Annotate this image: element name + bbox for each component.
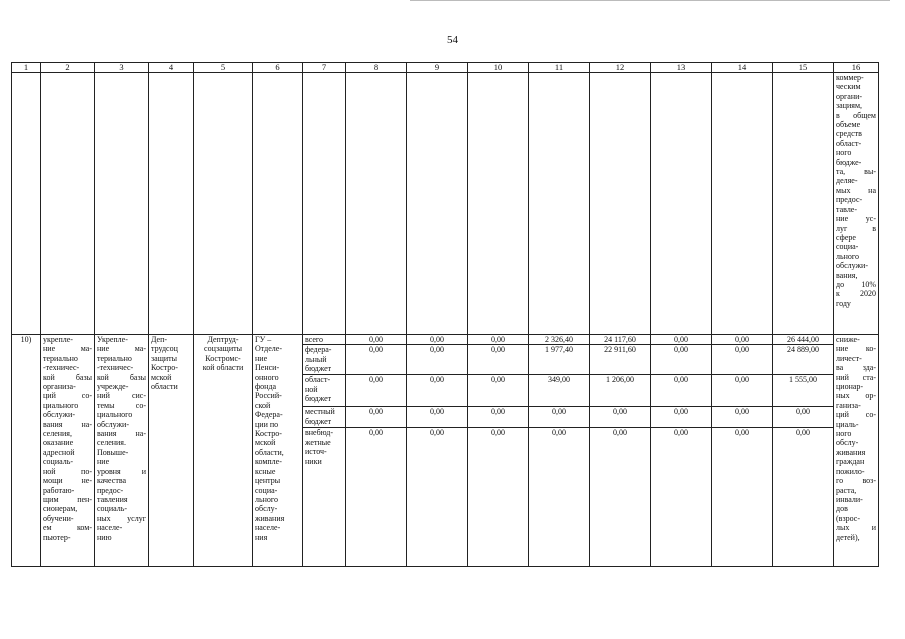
text-line: органи- (836, 91, 863, 101)
entry-objective-text (41, 335, 95, 567)
text-line: оказание (43, 438, 74, 448)
text-line: в общем (836, 110, 876, 120)
top-rule (410, 0, 890, 1)
funding-source: местный бюджет (303, 407, 346, 428)
text-line: бюдже- (836, 157, 862, 167)
text-line: личест- (836, 353, 862, 363)
text-line: организа- (43, 382, 76, 392)
text-line: области, (255, 447, 284, 457)
text-line: ний ста- (836, 372, 876, 382)
text-line: селения, (43, 429, 72, 439)
text-line: льного (255, 494, 279, 504)
text-line: циального (97, 410, 133, 420)
col-number: 7 (303, 63, 346, 73)
text-line: детей), (836, 532, 860, 542)
text-line: Костромс- (205, 353, 241, 363)
text-line: мской (255, 438, 276, 448)
text-line: соцзащиты (204, 344, 242, 354)
text-line: ного (836, 148, 852, 158)
col-number: 11 (529, 63, 590, 73)
text-line: кой базы (97, 372, 146, 382)
entry-responsible-text (149, 335, 194, 567)
funding-value: 0,00 (651, 345, 712, 375)
continuation-col16-text (834, 73, 879, 335)
funding-value: 0,00 (407, 345, 468, 375)
text-line: ческим (836, 82, 861, 92)
col-number: 2 (41, 63, 95, 73)
text-line: укрепле- (43, 335, 73, 344)
text-line: к 2020 (836, 289, 876, 299)
text-line: ций со- (43, 391, 92, 401)
funding-value: 0,00 (590, 407, 651, 428)
col-number: 5 (194, 63, 253, 73)
text-line: ного (836, 429, 852, 439)
text-line: Федера- (255, 410, 283, 420)
funding-value: 0,00 (468, 407, 529, 428)
text-line: защиты (151, 353, 178, 363)
entry-task-text (95, 335, 149, 567)
text-line: работаю- (43, 485, 75, 495)
text-line: щим пен- (43, 494, 92, 504)
text-line: пьютер- (43, 532, 71, 542)
program-table (11, 62, 879, 567)
text-line: Повыше- (97, 447, 129, 457)
col-number: 15 (773, 63, 834, 73)
funding-value: 0,00 (773, 407, 834, 428)
text-line: области (151, 382, 178, 392)
text-line: ния (255, 532, 268, 542)
text-line: обучени- (43, 513, 74, 523)
page-number: 54 (447, 34, 458, 46)
funding-source: всего (303, 335, 346, 345)
text-line: лых и (836, 523, 876, 533)
text-line: ние ма- (43, 344, 92, 354)
funding-value: 0,00 (407, 375, 468, 407)
funding-value: 0,00 (346, 375, 407, 407)
text-line: раста, (836, 485, 857, 495)
text-line: мых на (836, 185, 876, 195)
text-line: обслу- (255, 504, 278, 514)
text-line: ний сис- (97, 391, 146, 401)
text-line: ных услуг (97, 513, 146, 523)
text-line: област- (836, 138, 862, 148)
text-line: ние (255, 353, 268, 363)
text-line: сионерам, (43, 504, 78, 514)
funding-value: 1 206,00 (590, 375, 651, 407)
col-number: 13 (651, 63, 712, 73)
text-line: дов (836, 504, 848, 514)
text-line: ем ком- (43, 523, 92, 533)
text-line: Костро- (255, 429, 282, 439)
text-line: качества (97, 476, 127, 486)
text-line: Укрепле- (97, 335, 128, 344)
col-number: 14 (712, 63, 773, 73)
text-line: луг в (836, 223, 876, 233)
text-line: ской (255, 400, 271, 410)
text-line: тавления (97, 494, 128, 504)
funding-value: 0,00 (590, 428, 651, 567)
text-line: ГУ – (255, 335, 272, 344)
text-line: обслужи- (97, 419, 129, 429)
funding-value: 0,00 (712, 375, 773, 407)
funding-value: 0,00 (712, 407, 773, 428)
funding-value: 24 117,60 (590, 335, 651, 345)
funding-value: 0,00 (407, 428, 468, 567)
text-line: -техничес- (97, 363, 134, 373)
text-line: мощи не- (43, 476, 92, 486)
text-line: году (836, 298, 851, 308)
text-line: ксные (255, 466, 276, 476)
text-line: сниже- (836, 335, 860, 344)
text-line: темы со- (97, 400, 146, 410)
text-line: льного (836, 251, 860, 261)
text-line: социа- (255, 485, 278, 495)
funding-value: 0,00 (529, 428, 590, 567)
text-line: вания, (836, 270, 858, 280)
text-line: коммер- (836, 73, 864, 82)
funding-value: 0,00 (468, 345, 529, 375)
text-line: предос- (836, 195, 863, 205)
text-line: селения. (97, 438, 126, 448)
text-line: кой базы (43, 372, 92, 382)
entry-coordinator-text (194, 335, 253, 567)
text-line: ционар- (836, 382, 864, 392)
text-line: обслужи- (836, 261, 868, 271)
text-line: живания (255, 513, 285, 523)
text-line: та, вы- (836, 167, 876, 177)
funding-value: 0,00 (346, 407, 407, 428)
text-line: социаль- (97, 504, 128, 514)
funding-value: 0,00 (651, 407, 712, 428)
text-line: онного (255, 372, 279, 382)
text-line: уровня и (97, 466, 146, 476)
text-line: Отделе- (255, 344, 282, 354)
text-line: сфере (836, 232, 856, 242)
funding-value: 0,00 (407, 407, 468, 428)
text-line: (взрос- (836, 513, 861, 523)
column-number-row (12, 63, 879, 73)
funding-value: 22 911,60 (590, 345, 651, 375)
text-line: обслу- (836, 438, 859, 448)
text-line: населе- (255, 523, 281, 533)
text-line: -техничес- (43, 363, 80, 373)
text-line: обслужи- (43, 410, 75, 420)
text-line: Деп- (151, 335, 168, 344)
text-line: зациям, (836, 101, 863, 111)
text-line: учрежде- (97, 382, 129, 392)
text-line: Пенси- (255, 363, 280, 373)
text-line: трудсоц (151, 344, 178, 354)
text-line: комплe- (255, 457, 282, 467)
text-line: тавле- (836, 204, 858, 214)
text-line: ние (97, 457, 110, 467)
text-line: териально (43, 353, 78, 363)
funding-value: 0,00 (712, 345, 773, 375)
text-line: ва зда- (836, 363, 876, 373)
funding-value: 1 977,40 (529, 345, 590, 375)
text-line: адресной (43, 447, 75, 457)
funding-value: 0,00 (712, 428, 773, 567)
text-line: ций со- (836, 410, 876, 420)
funding-value: 0,00 (529, 407, 590, 428)
text-line: центры (255, 476, 281, 486)
funding-value: 349,00 (529, 375, 590, 407)
col-number: 8 (346, 63, 407, 73)
text-line: циального (43, 400, 79, 410)
col-number: 10 (468, 63, 529, 73)
text-line: ние ма- (97, 344, 146, 354)
funding-value: 0,00 (346, 335, 407, 345)
funding-source: област- ной бюджет (303, 375, 346, 407)
funding-value: 0,00 (651, 375, 712, 407)
text-line: ции по (255, 419, 279, 429)
text-line: пожило- (836, 466, 865, 476)
entry-result-text (834, 335, 879, 567)
text-line: ных ор- (836, 391, 876, 401)
funding-row-total (12, 335, 879, 345)
text-line: ние ко- (836, 344, 876, 354)
funding-value: 26 444,00 (773, 335, 834, 345)
text-line: ние ус- (836, 214, 876, 224)
text-line: нию (97, 532, 112, 542)
text-line: циаль- (836, 419, 859, 429)
col-number: 1 (12, 63, 41, 73)
text-line: объеме (836, 120, 861, 130)
funding-value: 24 889,00 (773, 345, 834, 375)
funding-value: 0,00 (407, 335, 468, 345)
text-line: социаль- (43, 457, 74, 467)
text-line: граждан (836, 457, 865, 467)
text-line: предос- (97, 485, 124, 495)
text-line: Россий- (255, 391, 282, 401)
text-line: мской (151, 372, 172, 382)
col-number: 6 (253, 63, 303, 73)
col-number: 9 (407, 63, 468, 73)
entry-participants-text (253, 335, 303, 567)
text-line: инвали- (836, 494, 863, 504)
text-line: фонда (255, 382, 277, 392)
text-line: ной по- (43, 466, 92, 476)
text-line: населе- (97, 523, 123, 533)
funding-value: 1 555,00 (773, 375, 834, 407)
text-line: кой области (202, 363, 244, 373)
funding-value: 0,00 (468, 375, 529, 407)
funding-value: 0,00 (468, 428, 529, 567)
funding-value: 0,00 (346, 345, 407, 375)
funding-value: 0,00 (712, 335, 773, 345)
text-line: средств (836, 129, 862, 139)
text-line: го воз- (836, 476, 876, 486)
funding-value: 0,00 (651, 428, 712, 567)
text-line: социа- (836, 242, 859, 252)
text-line: вания на- (43, 419, 92, 429)
funding-value: 0,00 (651, 335, 712, 345)
funding-value: 0,00 (468, 335, 529, 345)
continuation-row (12, 73, 879, 335)
funding-source: внебюд- жетные источ- ники (303, 428, 346, 567)
funding-source: федера- льный бюджет (303, 345, 346, 375)
funding-value: 0,00 (346, 428, 407, 567)
text-line: териально (97, 353, 132, 363)
text-line: Дептруд- (207, 335, 239, 344)
text-line: ганиза- (836, 400, 861, 410)
text-line: деляе- (836, 176, 858, 186)
text-line: Костро- (151, 363, 178, 373)
col-number: 12 (590, 63, 651, 73)
entry-number: 10) (12, 335, 41, 567)
col-number: 4 (149, 63, 194, 73)
text-line: до 10% (836, 279, 876, 289)
text-line: живания (836, 447, 866, 457)
col-number: 3 (95, 63, 149, 73)
text-line: вания на- (97, 429, 146, 439)
col-number: 16 (834, 63, 879, 73)
funding-value: 2 326,40 (529, 335, 590, 345)
funding-value: 0,00 (773, 428, 834, 567)
